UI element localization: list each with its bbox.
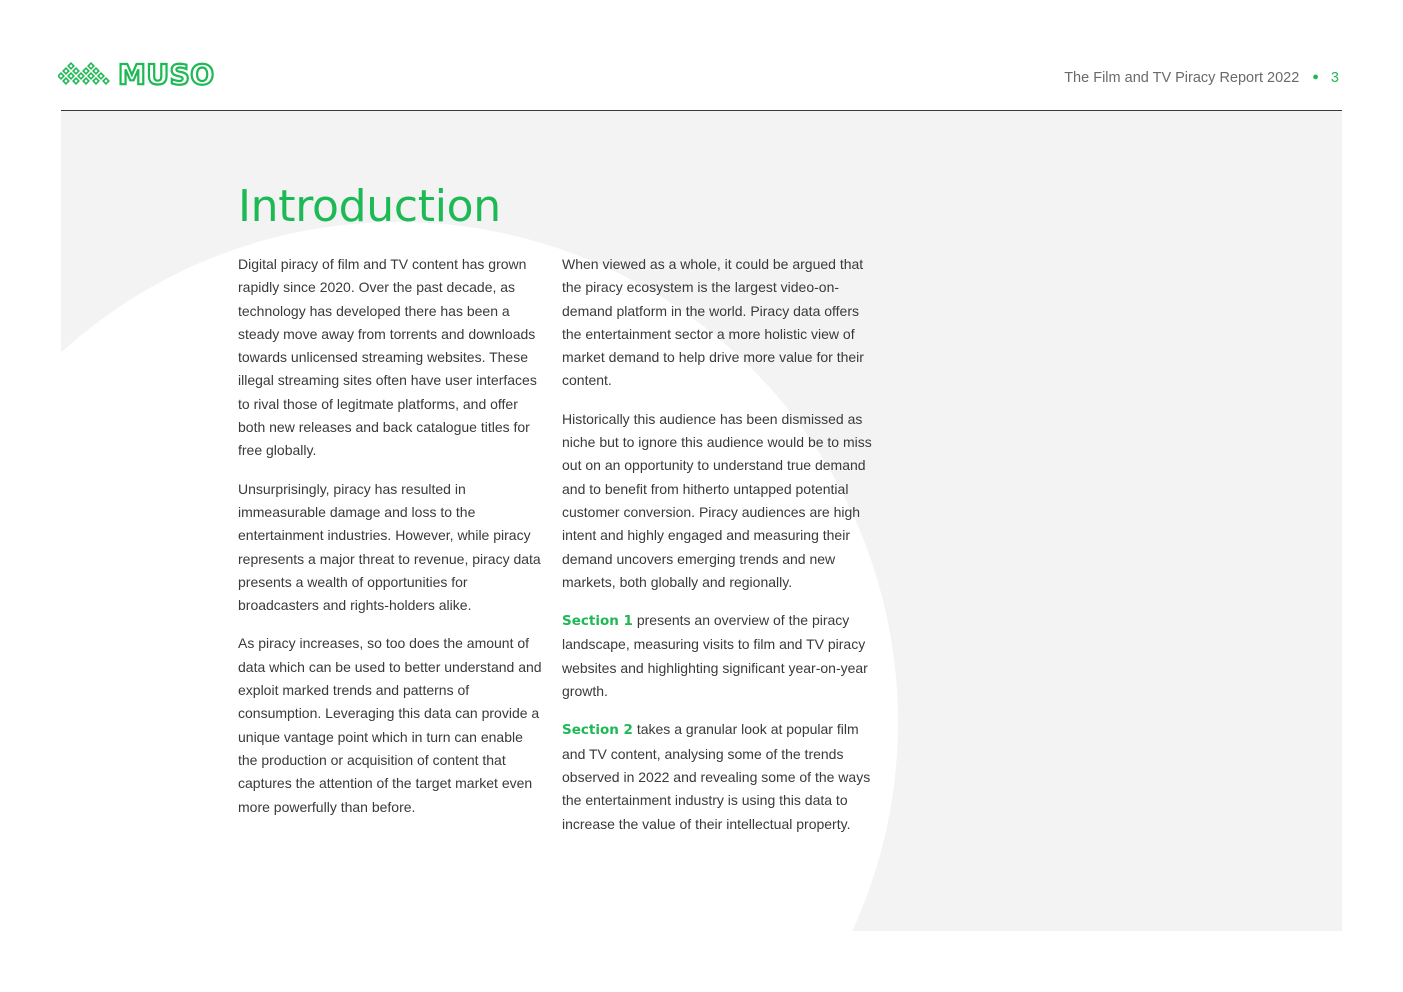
page-title: Introduction: [238, 181, 501, 232]
left-column: [238, 253, 543, 834]
report-title: The Film and TV Piracy Report 2022: [1064, 70, 1300, 86]
right-column: [562, 253, 872, 851]
muso-logo-mark-icon: [58, 62, 112, 88]
paragraph: Unsurprisingly, piracy has resulted in immeasurable damage and loss to the entertainment industries. However, while piracy represents a major threat to revenue, piracy data presents a wealth of opportunities for broadcasters and rights-holders alike.: [238, 480, 541, 614]
paragraph: As piracy increases, so too does the amount of data which can be used to better understand and exploit marked trends and patterns of consumption. Leveraging this data can provide a unique vantage point which in turn can enable the production or acquisition of content that captures the attention of the target market even more powerfully than before.: [238, 635, 542, 815]
running-header: [1064, 70, 1339, 86]
section-1-link[interactable]: Section 1: [562, 613, 633, 630]
paragraph: Historically this audience has been dismissed as niche but to ignore this audience would be to miss out on an opportunity to understand true demand and to benefit from hitherto untapped potential customer conversion. Piracy audiences are high intent and highly engaged and measuring their demand uncovers emerging trends and new markets, both globally and regionally.: [562, 410, 872, 590]
section-2-text: takes a granular look at popular film and TV content, analysing some of the trends observed in 2022 and revealing some of the ways the entertainment industry is using this data to increase the value of their intellectual property.: [562, 721, 871, 832]
section-1-summary: [562, 609, 872, 703]
section-1-text: presents an overview of the piracy landscape, measuring visits to film and TV piracy websites and highlighting significant year-on-year growth.: [562, 612, 868, 700]
page-number: 3: [1330, 70, 1339, 86]
page-content: [238, 175, 878, 832]
section-2-link[interactable]: Section 2: [562, 722, 633, 739]
section-2-summary: [562, 718, 872, 835]
bullet-separator-icon: ●: [1312, 71, 1319, 83]
logo-wordmark: MUSO: [118, 58, 215, 91]
muso-logo: [58, 60, 215, 90]
paragraph: When viewed as a whole, it could be argued that the piracy ecosystem is the largest video-on-demand platform in the world. Piracy data offers the entertainment sector a more holistic view of market demand to help drive more value for their content.: [562, 256, 864, 389]
paragraph: Digital piracy of film and TV content has grown rapidly since 2020. Over the past decade, as technology has developed there has been a steady move away from torrents and downloads towards unlicensed streaming websites. These illegal streaming sites often have user interfaces to rival those of legitmate platforms, and offer both new releases and back catalogue titles for free globally.: [238, 256, 537, 459]
